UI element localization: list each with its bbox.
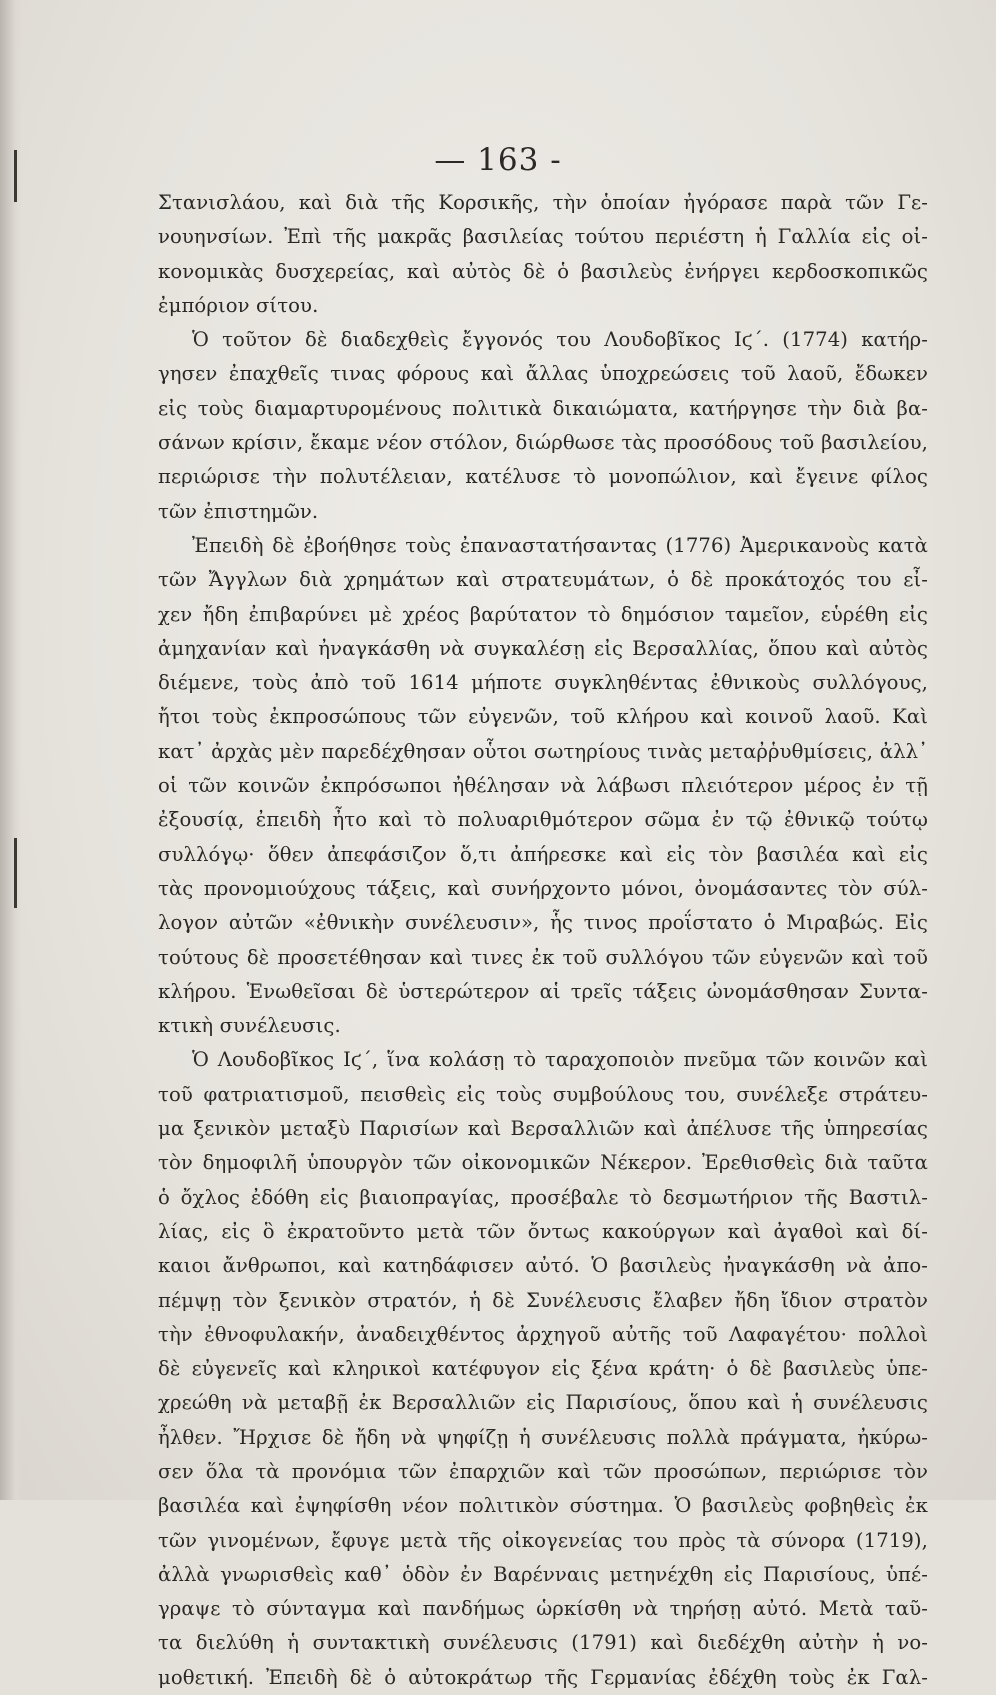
text-line: ὁ ὄχλος ἐδόθη εἰς βιαιοπραγίας, προσέβαλε τὸ δεσμωτήριον τῆς Βαστιλ- (158, 1185, 928, 1209)
text-line: περιώρισε τὴν πολυτέλειαν, κατέλυσε τὸ μονοπώλιον, καὶ ἔγεινε φίλος (158, 465, 928, 489)
text-line: οἱ τῶν κοινῶν ἐκπρόσωποι ἠθέλησαν νὰ λάβωσι πλειότερον μέρος ἐν τῇ (158, 774, 928, 798)
text-line: τῶν Ἄγγλων διὰ χρημάτων καὶ στρατευμάτων, ὁ δὲ προκάτοχός του εἶ- (158, 568, 928, 592)
text-line: ἦλθεν. Ἤρχισε δὲ ἤδη νὰ ψηφίζῃ ἡ συνέλευσις πολλὰ πράγματα, ἠκύρω- (158, 1425, 928, 1449)
page-gutter-shadow (0, 0, 22, 1500)
text-line: Ὁ Λουδοβῖκος Ιϛ΄, ἵνα κολάσῃ τὸ ταραχοποιὸν πνεῦμα τῶν κοινῶν καὶ (192, 1048, 928, 1072)
text-line: τὰς προνομιούχους τάξεις, καὶ συνήρχοντο μόνοι, ὀνομάσαντες τὸν σύλ- (158, 876, 928, 900)
text-line: δὲ εὐγενεῖς καὶ κληρικοὶ κατέφυγον εἰς ξένα κράτη· ὁ δὲ βασιλεὺς ὑπε- (158, 1357, 928, 1381)
text-line: Στανισλάου, καὶ διὰ τῆς Κορσικῆς, τὴν ὁποίαν ἠγόρασε παρὰ τῶν Γε- (158, 191, 928, 214)
text-line: καιοι ἄνθρωποι, καὶ κατηδάφισεν αὐτό. Ὁ βασιλεὺς ἠναγκάσθη νὰ ἀπο- (158, 1254, 928, 1278)
text-line: σεν ὅλα τὰ προνόμια τῶν ἐπαρχιῶν καὶ τῶν προσώπων, περιώρισε τὸν (158, 1459, 928, 1483)
text-line: κατ᾽ ἀρχὰς μὲν παρεδέχθησαν οὗτοι σωτηρίους τινὰς μεταῤῥυθμίσεις, ἀλλ᾽ (158, 739, 928, 763)
text-line: ἀμηχανίαν καὶ ἠναγκάσθη νὰ συγκαλέσῃ εἰς Βερσαλλίας, ὅπου καὶ αὐτὸς (158, 636, 928, 660)
text-line: βασιλέα καὶ ἐψηφίσθη νέον πολιτικὸν σύστημα. Ὁ βασιλεὺς φοβηθεὶς ἐκ (158, 1494, 928, 1518)
text-line: νουηνσίων. Ἐπὶ τῆς μακρᾶς βασιλείας τούτου περιέστη ἡ Γαλλία εἰς οἰ- (158, 225, 928, 249)
text-line: μα ξενικὸν μεταξὺ Παρισίων καὶ Βερσαλλιῶν καὶ ἀπέλυσε τῆς ὑπηρεσίας (158, 1117, 928, 1141)
text-line: συλλόγῳ· ὅθεν ἀπεφάσιζον ὅ,τι ἀπήρεσκε καὶ εἰς τὸν βασιλέα καὶ εἰς (158, 842, 928, 866)
text-line: σάνων κρίσιν, ἔκαμε νέον στόλον, διώρθωσε τὰς προσόδους τοῦ βασιλείου, (158, 431, 928, 455)
text-line: τὸν δημοφιλῆ ὑπουργὸν τῶν οἰκονομικῶν Νέκερον. Ἐρεθισθεὶς διὰ ταῦτα (158, 1151, 928, 1175)
text-line: κλήρου. Ἑνωθεῖσαι δὲ ὑστερώτερον αἱ τρεῖς τάξεις ὠνομάσθησαν Συντα- (158, 979, 928, 1003)
text-line: τῶν ἐπιστημῶν. (158, 499, 319, 523)
text-line: γησεν ἐπαχθεῖς τινας φόρους καὶ ἄλλας ὑποχρεώσεις τοῦ λαοῦ, ἔδωκεν (158, 362, 928, 386)
page-number: — 163 - (434, 142, 562, 178)
text-line: κτικὴ συνέλευσις. (158, 1014, 341, 1038)
text-line: ἐξουσίᾳ, ἐπειδὴ ἦτο καὶ τὸ πολυαριθμότερον σῶμα ἐν τῷ ἐθνικῷ τούτῳ (158, 808, 928, 832)
text-line: πέμψῃ τὸν ξενικὸν στρατόν, ἡ δὲ Συνέλευσις ἔλαβεν ἤδη ἴδιον στρατὸν (158, 1288, 928, 1312)
text-line: Ὁ τοῦτον δὲ διαδεχθεὶς ἔγγονός του Λουδοβῖκος Ιϛ΄. (1774) κατήρ- (192, 328, 928, 352)
text-line: διέμενε, τοὺς ἀπὸ τοῦ 1614 μήποτε συγκληθέντας ἐθνικοὺς συλλόγους, (158, 671, 928, 695)
text-line: Ἐπειδὴ δὲ ἐβοήθησε τοὺς ἐπαναστατήσαντας (1776) Ἀμερικανοὺς κατὰ (192, 533, 928, 557)
text-line: τοῦ φατριατισμοῦ, πεισθεὶς εἰς τοὺς συμβούλους του, συνέλεξε στράτευ- (158, 1082, 928, 1106)
text-line: τῶν γινομένων, ἔφυγε μετὰ τῆς οἰκογενείας του πρὸς τὰ σύνορα (1719), (158, 1528, 928, 1552)
text-line: χεν ἤδη ἐπιβαρύνει μὲ χρέος βαρύτατον τὸ δημόσιον ταμεῖον, εὑρέθη εἰς (158, 602, 928, 626)
text-line: ἀλλὰ γνωρισθεὶς καθ᾽ ὁδὸν ἐν Βαρένναις μετηνέχθη εἰς Παρισίους, ὑπέ- (158, 1562, 928, 1586)
body-text (158, 186, 928, 1695)
text-line: λογον αὐτῶν «ἐθνικὴν συνέλευσιν», ἧς τινος προΐστατο ὁ Μιραβώς. Εἰς (158, 911, 928, 935)
text-line: εἰς τοὺς διαμαρτυρομένους πολιτικὰ δικαιώματα, κατήργησε τὴν διὰ βα- (158, 396, 928, 420)
margin-mark (14, 838, 17, 908)
text-line: γραψε τὸ σύνταγμα καὶ πανδήμως ὡρκίσθη νὰ τηρήσῃ αὐτό. Μετὰ ταῦ- (158, 1597, 928, 1621)
text-line: τὴν ἐθνοφυλακήν, ἀναδειχθέντος ἀρχηγοῦ αὐτῆς τοῦ Λαφαγέτου· πολλοὶ (158, 1322, 928, 1346)
text-line: τα διελύθη ἡ συντακτικὴ συνέλευσις (1791) καὶ διεδέχθη αὐτὴν ἡ νο- (158, 1631, 928, 1655)
text-line: χρεώθη νὰ μεταβῇ ἐκ Βερσαλλιῶν εἰς Παρισίους, ὅπου καὶ ἡ συνέλευσις (158, 1391, 928, 1415)
text-line: ἐμπόριον σίτου. (158, 293, 319, 317)
text-line: λίας, εἰς ὃ ἐκρατοῦντο μετὰ τῶν ὄντως κακούργων καὶ ἀγαθοὶ καὶ δί- (158, 1219, 928, 1243)
text-line: τούτους δὲ προσετέθησαν καὶ τινες ἐκ τοῦ συλλόγου τῶν εὐγενῶν καὶ τοῦ (158, 945, 928, 969)
text-line: μοθετική. Ἐπειδὴ δὲ ὁ αὐτοκράτωρ τῆς Γερμανίας ἐδέχθη τοὺς ἐκ Γαλ- (158, 1665, 928, 1689)
text-line: κονομικὰς δυσχερείας, καὶ αὐτὸς δὲ ὁ βασιλεὺς ἐνήργει κερδοσκοπικῶς (158, 259, 928, 283)
text-line: ἤτοι τοὺς ἐκπροσώπους τῶν εὐγενῶν, τοῦ κλήρου καὶ κοινοῦ λαοῦ. Καὶ (158, 705, 928, 729)
